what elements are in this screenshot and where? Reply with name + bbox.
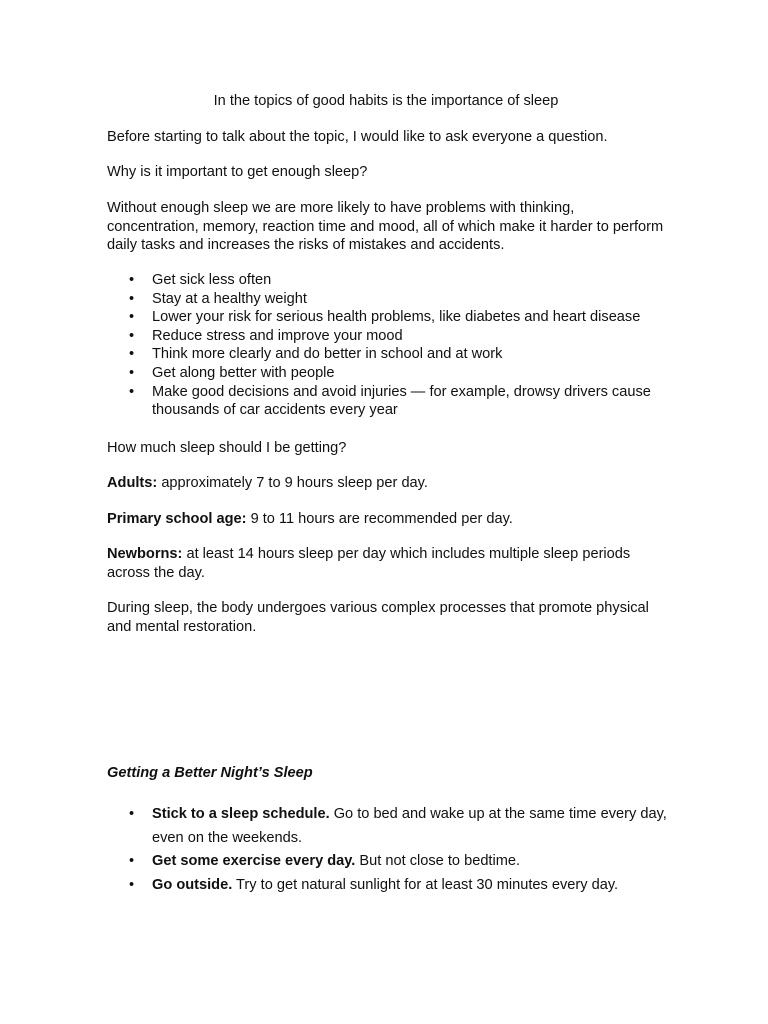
primary-school-label: Primary school age:	[107, 511, 247, 527]
newborns-line	[107, 545, 667, 582]
adults-text: approximately 7 to 9 hours sleep per day.	[157, 475, 428, 491]
question-why-sleep: Why is it important to get enough sleep?	[107, 164, 368, 180]
primary-school-line	[107, 510, 667, 529]
list-item	[107, 383, 667, 420]
restoration-paragraph: During sleep, the body undergoes various complex processes that promote physical and mental restoration.	[107, 600, 649, 635]
list-item-text: Reduce stress and improve your mood	[152, 327, 403, 344]
tip-text: Try to get natural sunlight for at least 30 minutes every day.	[232, 876, 619, 893]
benefits-list	[107, 271, 667, 420]
list-item-text: Get along better with people	[152, 364, 335, 381]
document-title: In the topics of good habits is the importance of sleep	[213, 93, 559, 109]
tip-heading: Get some exercise every day.	[152, 853, 356, 869]
bullet-icon: •	[129, 876, 135, 893]
bullet-icon: •	[129, 364, 135, 381]
tip-text: Go to bed and wake up at the same time every day, even on the weekends.	[152, 806, 667, 846]
list-item	[107, 271, 667, 290]
newborns-label: Newborns:	[107, 546, 183, 562]
list-item	[107, 874, 667, 898]
bullet-icon: •	[129, 290, 135, 307]
section-heading: Getting a Better Night’s Sleep	[107, 765, 313, 781]
tip-heading: Stick to a sleep schedule.	[152, 806, 330, 822]
list-item	[107, 850, 667, 874]
list-item-text: Stay at a healthy weight	[152, 290, 307, 307]
primary-school-text: 9 to 11 hours are recommended per day.	[246, 511, 513, 527]
list-item	[107, 327, 667, 346]
bullet-icon: •	[129, 383, 135, 400]
tip-text: But not close to bedtime.	[355, 853, 521, 869]
bullet-icon: •	[129, 806, 135, 822]
adults-line	[107, 474, 667, 493]
tip-heading: Go outside.	[152, 876, 233, 893]
intro-paragraph: Before starting to talk about the topic, I would like to ask everyone a question.	[107, 129, 608, 145]
question-how-much-sleep: How much sleep should I be getting?	[107, 440, 347, 456]
bullet-icon: •	[129, 853, 135, 869]
list-item-text: Think more clearly and do better in school and at work	[152, 346, 503, 363]
consequences-paragraph: Without enough sleep we are more likely to have problems with thinking, concentration, memory, reaction time and mood, all of which make it harder to perform daily tasks and increases the risks of mistakes and accidents.	[107, 200, 664, 254]
list-item-text: Get sick less often	[152, 272, 272, 288]
tips-list	[107, 803, 667, 897]
bullet-icon: •	[129, 272, 135, 288]
adults-label: Adults:	[107, 475, 158, 491]
list-item	[107, 364, 667, 383]
bullet-icon: •	[129, 327, 135, 344]
newborns-text: at least 14 hours sleep per day which includes multiple sleep periods across the day.	[107, 546, 631, 581]
list-item-text: Lower your risk for serious health problems, like diabetes and heart disease	[152, 309, 641, 326]
bullet-icon: •	[129, 309, 135, 326]
list-item-text: Make good decisions and avoid injuries — for example, drowsy drivers cause thousands of car accidents every year	[152, 383, 651, 419]
bullet-icon: •	[129, 346, 135, 363]
list-item	[107, 345, 667, 364]
list-item	[107, 290, 667, 309]
list-item	[107, 308, 667, 327]
list-item	[107, 803, 667, 850]
